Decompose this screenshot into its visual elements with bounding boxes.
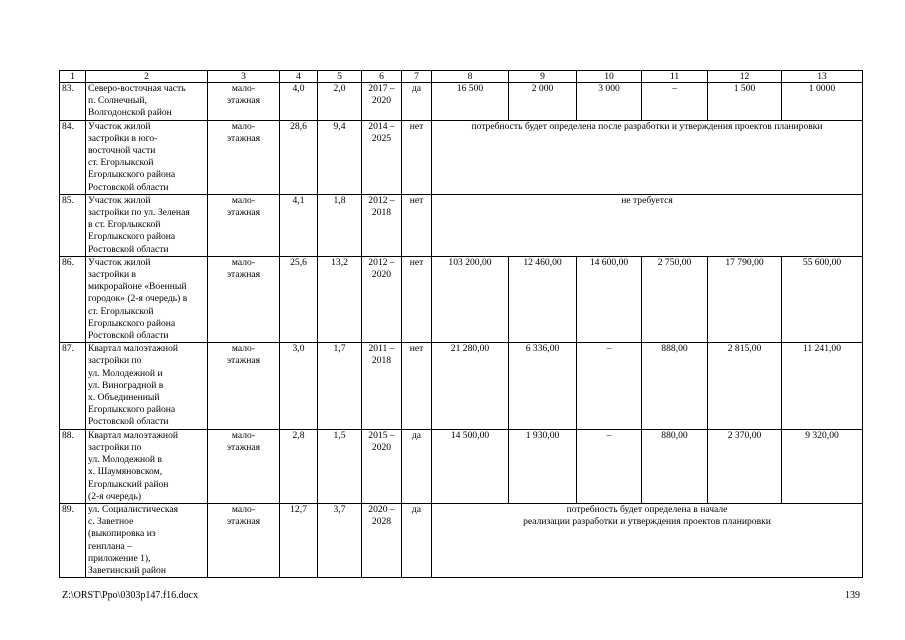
area-residential: 3,7 bbox=[318, 503, 362, 577]
area-total: 12,7 bbox=[280, 503, 318, 577]
cost-value: 1 930,00 bbox=[509, 429, 577, 503]
object-name-line: (выкопировка из bbox=[88, 528, 156, 540]
merged-note-line: реализации разработки и утверждения проектов планировки bbox=[523, 516, 771, 528]
table-row bbox=[60, 503, 863, 577]
row-number: 84. bbox=[60, 120, 86, 194]
building-type-line: мало- bbox=[231, 256, 256, 268]
object-name-line: Егорлыкского района bbox=[88, 169, 176, 181]
object-name-line: х. Шаумяновском, bbox=[88, 466, 163, 478]
table-row bbox=[60, 120, 863, 194]
period-line: 2020 bbox=[371, 95, 392, 107]
object-name-line: застройки по ул. Зеленая bbox=[88, 207, 190, 219]
object-name-line: Ростовской области bbox=[88, 330, 169, 342]
period bbox=[362, 429, 402, 503]
area-total: 2,8 bbox=[280, 429, 318, 503]
cost-value: 103 200,00 bbox=[432, 256, 509, 342]
object-name-line: (2-я очередь) bbox=[88, 490, 142, 502]
cost-value: 880,00 bbox=[642, 429, 708, 503]
building-type bbox=[208, 429, 280, 503]
column-header: 1 bbox=[60, 71, 86, 83]
cost-value: – bbox=[577, 343, 642, 429]
object-name-line: с. Заветное bbox=[88, 516, 134, 528]
period-line: 2012 – bbox=[368, 194, 395, 206]
object-name-line: Северо-восточная часть bbox=[88, 83, 186, 94]
object-name-line: генплана – bbox=[88, 540, 132, 552]
object-name bbox=[86, 429, 208, 503]
period-line: 2018 bbox=[371, 355, 392, 367]
period-line: 2014 – bbox=[368, 120, 395, 132]
period-line: 2020 bbox=[371, 441, 392, 453]
object-name-line: Заветинский район bbox=[88, 564, 166, 576]
table-row bbox=[60, 194, 863, 256]
cost-value: 14 500,00 bbox=[432, 429, 509, 503]
period-line: 2018 bbox=[371, 207, 392, 219]
object-name-line: х. Объединенный bbox=[88, 392, 160, 404]
object-name-line: Егорлыкского района bbox=[88, 404, 176, 416]
column-header: 12 bbox=[708, 71, 782, 83]
building-type-line: мало- bbox=[231, 120, 256, 132]
column-header: 4 bbox=[280, 71, 318, 83]
object-name bbox=[86, 343, 208, 429]
merged-note bbox=[432, 194, 863, 256]
cost-value: 21 280,00 bbox=[432, 343, 509, 429]
table-row bbox=[60, 343, 863, 429]
availability: нет bbox=[402, 256, 432, 342]
object-name-line: Ростовской области bbox=[88, 181, 169, 193]
cost-value: 1 0000 bbox=[782, 83, 863, 121]
object-name bbox=[86, 83, 208, 121]
building-type-line: мало- bbox=[231, 429, 256, 441]
object-name-line: застройки в bbox=[88, 269, 137, 281]
merged-note-line: потребность будет определена в начале bbox=[566, 503, 728, 515]
row-number: 87. bbox=[60, 343, 86, 429]
row-number: 86. bbox=[60, 256, 86, 342]
merged-note bbox=[432, 503, 863, 577]
period bbox=[362, 120, 402, 194]
object-name-line: Егорлыкского района bbox=[88, 231, 176, 243]
area-total: 4,0 bbox=[280, 83, 318, 121]
cost-value: 888,00 bbox=[642, 343, 708, 429]
period bbox=[362, 256, 402, 342]
row-number: 88. bbox=[60, 429, 86, 503]
area-residential: 1,7 bbox=[318, 343, 362, 429]
building-type-line: этажная bbox=[226, 207, 261, 219]
object-name-line: ул. Виноградной в bbox=[88, 379, 164, 391]
cost-value: 1 500 bbox=[708, 83, 782, 121]
period-line: 2020 bbox=[371, 269, 392, 281]
building-type-line: мало- bbox=[231, 343, 256, 355]
column-header: 7 bbox=[402, 71, 432, 83]
availability: нет bbox=[402, 194, 432, 256]
object-name-line: городок» (2-я очередь) в bbox=[88, 293, 188, 305]
cost-value: 17 790,00 bbox=[708, 256, 782, 342]
cost-value: 12 460,00 bbox=[509, 256, 577, 342]
object-name-line: Квартал малоэтажной bbox=[88, 343, 178, 355]
registry-table bbox=[59, 70, 863, 578]
object-name-line: Волгодонской район bbox=[88, 107, 172, 119]
column-header: 9 bbox=[509, 71, 577, 83]
period-line: 2015 – bbox=[368, 429, 395, 441]
object-name-line: Участок жилой bbox=[88, 194, 151, 206]
period-line: 2025 bbox=[371, 132, 392, 144]
building-type-line: этажная bbox=[226, 441, 261, 453]
building-type-line: этажная bbox=[226, 95, 261, 107]
object-name-line: в ст. Егорлыкской bbox=[88, 219, 161, 231]
object-name-line: п. Солнечный, bbox=[88, 95, 147, 107]
area-total: 25,6 bbox=[280, 256, 318, 342]
object-name-line: Участок жилой bbox=[88, 120, 151, 132]
period-line: 2020 – bbox=[368, 503, 395, 515]
availability: да bbox=[402, 83, 432, 121]
area-total: 3,0 bbox=[280, 343, 318, 429]
cost-value: – bbox=[577, 429, 642, 503]
object-name bbox=[86, 194, 208, 256]
building-type-line: этажная bbox=[226, 132, 261, 144]
cost-value: 2 815,00 bbox=[708, 343, 782, 429]
row-number: 83. bbox=[60, 83, 86, 121]
object-name-line: Квартал малоэтажной bbox=[88, 429, 178, 441]
cost-value: 14 600,00 bbox=[577, 256, 642, 342]
file-path: Z:\ORST\Ppo\0303p147.f16.docx bbox=[62, 590, 199, 601]
column-header: 6 bbox=[362, 71, 402, 83]
object-name-line: Ростовской области bbox=[88, 243, 169, 255]
object-name-line: Егорлыкского района bbox=[88, 317, 176, 329]
column-header: 10 bbox=[577, 71, 642, 83]
cost-value: – bbox=[642, 83, 708, 121]
object-name-line: застройки по bbox=[88, 355, 142, 367]
period bbox=[362, 83, 402, 121]
table-row bbox=[60, 83, 863, 121]
building-type-line: этажная bbox=[226, 269, 261, 281]
building-type bbox=[208, 343, 280, 429]
table-row bbox=[60, 256, 863, 342]
object-name-line: приложение 1), bbox=[88, 552, 151, 564]
building-type-line: этажная bbox=[226, 355, 261, 367]
period-line: 2028 bbox=[371, 516, 392, 528]
period bbox=[362, 343, 402, 429]
column-header: 11 bbox=[642, 71, 708, 83]
building-type-line: мало- bbox=[231, 83, 256, 94]
column-header: 8 bbox=[432, 71, 509, 83]
object-name-line: ул. Социалистическая bbox=[88, 503, 179, 515]
cost-value: 55 600,00 bbox=[782, 256, 863, 342]
column-header: 3 bbox=[208, 71, 280, 83]
cost-value: 3 000 bbox=[577, 83, 642, 121]
area-residential: 9,4 bbox=[318, 120, 362, 194]
period bbox=[362, 503, 402, 577]
object-name bbox=[86, 120, 208, 194]
object-name-line: Ростовской области bbox=[88, 416, 169, 428]
cost-value: 2 000 bbox=[509, 83, 577, 121]
object-name-line: застройки в юго- bbox=[88, 132, 158, 144]
row-number: 89. bbox=[60, 503, 86, 577]
row-number: 85. bbox=[60, 194, 86, 256]
building-type bbox=[208, 503, 280, 577]
object-name-line: ст. Егорлыкской bbox=[88, 305, 154, 317]
cost-value: 16 500 bbox=[432, 83, 509, 121]
cost-value: 2 370,00 bbox=[708, 429, 782, 503]
building-type bbox=[208, 256, 280, 342]
merged-note-line: не требуется bbox=[621, 194, 673, 206]
header-row bbox=[60, 71, 863, 83]
availability: да bbox=[402, 503, 432, 577]
object-name-line: микрорайоне «Военный bbox=[88, 281, 187, 293]
cost-value: 11 241,00 bbox=[782, 343, 863, 429]
object-name-line: Егорлыкский район bbox=[88, 478, 169, 490]
period-line: 2017 – bbox=[368, 83, 395, 94]
area-residential: 1,8 bbox=[318, 194, 362, 256]
column-header: 2 bbox=[86, 71, 208, 83]
object-name-line: восточной части bbox=[88, 145, 156, 157]
column-header: 5 bbox=[318, 71, 362, 83]
cost-value: 2 750,00 bbox=[642, 256, 708, 342]
area-residential: 2,0 bbox=[318, 83, 362, 121]
object-name-line: ул. Молодежной и bbox=[88, 367, 163, 379]
object-name-line: застройки по bbox=[88, 441, 142, 453]
merged-note bbox=[432, 120, 863, 194]
period bbox=[362, 194, 402, 256]
column-header: 13 bbox=[782, 71, 863, 83]
object-name-line: Участок жилой bbox=[88, 256, 151, 268]
period-line: 2011 – bbox=[368, 343, 395, 355]
area-residential: 1,5 bbox=[318, 429, 362, 503]
building-type-line: мало- bbox=[231, 194, 256, 206]
period-line: 2012 – bbox=[368, 256, 395, 268]
building-type bbox=[208, 120, 280, 194]
availability: нет bbox=[402, 343, 432, 429]
area-total: 28,6 bbox=[280, 120, 318, 194]
object-name-line: ул. Молодежной в bbox=[88, 454, 162, 466]
merged-note-line: потребность будет определена после разработки и утверждения проектов планировки bbox=[471, 120, 823, 132]
building-type bbox=[208, 83, 280, 121]
building-type-line: мало- bbox=[231, 503, 256, 515]
building-type bbox=[208, 194, 280, 256]
building-type-line: этажная bbox=[226, 516, 261, 528]
availability: да bbox=[402, 429, 432, 503]
area-residential: 13,2 bbox=[318, 256, 362, 342]
availability: нет bbox=[402, 120, 432, 194]
cost-value: 6 336,00 bbox=[509, 343, 577, 429]
object-name bbox=[86, 256, 208, 342]
table-row bbox=[60, 429, 863, 503]
area-total: 4,1 bbox=[280, 194, 318, 256]
object-name-line: ст. Егорлыкской bbox=[88, 157, 154, 169]
object-name bbox=[86, 503, 208, 577]
page-number: 139 bbox=[845, 590, 860, 601]
cost-value: 9 320,00 bbox=[782, 429, 863, 503]
